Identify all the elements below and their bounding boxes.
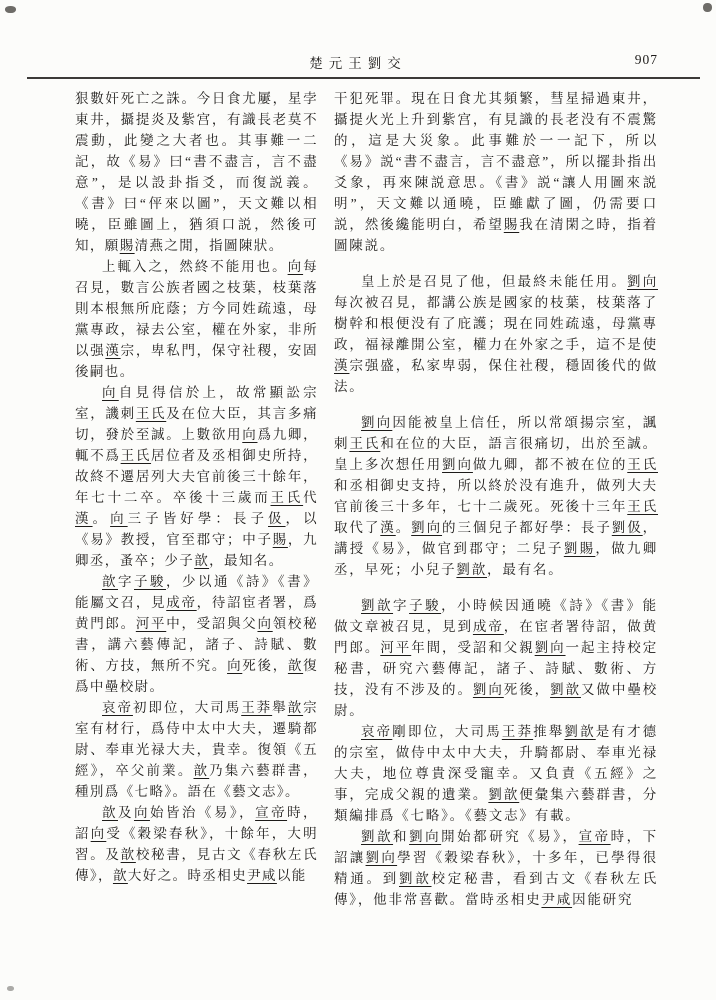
scan-artifact xyxy=(5,6,16,13)
translation-paragraph: 劉向因能被皇上信任，所以常頌揚宗室，諷刺王氏和在位的大臣，語言很痛切，出於至誠。皇上多次想任用劉向做九卿，都不被在位的王氏和丞相御史支持，所以終於没有進升，做列大夫官前後三十多年，七十二歲死。死後十三年王氏取代了漢。劉向的三個兒子都好學：長子劉伋，講授《易》，做官到郡守；二兒子劉賜，做九卿丞，早死；小兒子劉歆，最有名。 xyxy=(334,415,659,577)
classical-paragraph: 歆字子駿，少以通《詩》《書》能屬文召，見成帝，待詔宦者署，爲黄門郎。河平中，受詔與父向領校秘書，講六藝傳記，諸子、詩賦、數術、方技，無所不究。向死後，歆復爲中壘校尉。 xyxy=(75,574,319,694)
header-divider xyxy=(27,77,700,79)
classical-quote-paragraph: 狠數奸死亡之誅。今日食尤屢，星孛東井，攝提炎及紫宫，有識長老莫不震動，此變之大者也。其事難一二記，故《易》曰“書不盡言，言不盡意”，是以設卦指爻，而復説義。《書》曰“伻來以圖”，天文難以相曉，臣雖圖上，猶須口説，然後可知，願賜清燕之閒，指圖陳狀。 xyxy=(75,91,318,253)
running-title: 楚元王劉交 xyxy=(309,56,407,71)
text-columns xyxy=(75,88,658,910)
translation-paragraph: 皇上於是召見了他，但最終未能任用。劉向每次被召見，都講公族是國家的枝葉，枝葉落了樹幹和根便没有了庇護；現在同姓疏遠，母黨專政，福禄離開公室，權力在外家之手，這不是使漢宗强盛，私家卑弱，保住社稷，穩固後代的做法。 xyxy=(334,274,658,394)
classical-paragraph: 向自見得信於上，故常顯訟宗室，譏刺王氏及在位大臣，其言多痛切，發於至誠。上數欲用向爲九卿，輒不爲王氏居位者及丞相御史所持，故終不遷居列大夫官前後三十餘年，年七十二卒。卒後十三歲而王氏代漢。向三子皆好學：長子伋，以《易》教授，官至郡守；中子賜，九卿丞，蚤卒；少子歆，最知名。 xyxy=(75,385,318,568)
page-number: 907 xyxy=(634,52,658,67)
classical-text-column xyxy=(75,88,318,910)
classical-paragraph: 哀帝初即位，大司馬王莽舉歆宗室有材行，爲侍中太中大夫，遷騎都尉、奉車光禄大夫，貴幸。復領《五經》，卒父前業。歆乃集六藝群書，種別爲《七略》。語在《藝文志》。 xyxy=(75,700,318,799)
classical-paragraph: 歆及向始皆治《易》，宣帝時，詔向受《穀梁春秋》，十餘年，大明習。及歆校秘書，見古文《春秋左氏傳》，歆大好之。時丞相史尹咸以能 xyxy=(75,805,319,883)
scan-artifact xyxy=(703,3,712,12)
translation-paragraph: 劉歆字子駿，小時候因通曉《詩》《書》能做文章被召見，見到成帝，在宦者署待詔，做黄門郎。河平年間，受詔和父親劉向一起主持校定秘書，研究六藝傳記，諸子、詩賦、數術、方技，没有不涉及的。劉向死後，劉歆又做中壘校尉。 xyxy=(334,598,659,718)
scan-artifact xyxy=(7,986,14,991)
translation-quote-paragraph: 干犯死罪。現在日食尤其頻繁，彗星掃過東井，攝提火光上升到紫宫，有見識的長老没有不震驚的，這是大災象。此事難於一一記下，所以《易》説“書不盡言，言不盡意”，所以擺卦指出爻象，再來陳説意思。《書》説“讓人用圖來説明”，天文難以通曉，臣雖獻了圖，仍需要口説，然後纔能明白，希望賜我在清閑之時，指着圖陳説。 xyxy=(334,91,658,253)
translation-paragraph: 劉歆和劉向開始都研究《易》，宣帝時，下詔讓劉向學習《穀梁春秋》，十多年，已學得很精通。到劉歆校定秘書，看到古文《春秋左氏傳》，他非常喜歡。當時丞相史尹咸因能研究 xyxy=(334,829,659,907)
translation-paragraph: 哀帝剛即位，大司馬王莽推舉劉歆是有才德的宗室，做侍中太中大夫，升騎都尉、奉車光禄大夫，地位尊貴深受寵幸。又負責《五經》之事，完成父親的遺業。劉歆便彙集六藝群書，分類編排爲《七略》。《藝文志》有載。 xyxy=(334,724,658,823)
translation-text-column xyxy=(334,88,658,910)
classical-paragraph: 上輒入之，然終不能用也。向每召見，數言公族者國之枝葉，枝葉落則本根無所庇蔭；方今同姓疏遠，母黨專政，禄去公室，權在外家，非所以强漢宗，卑私門，保守社稷，安固後嗣也。 xyxy=(75,259,319,379)
